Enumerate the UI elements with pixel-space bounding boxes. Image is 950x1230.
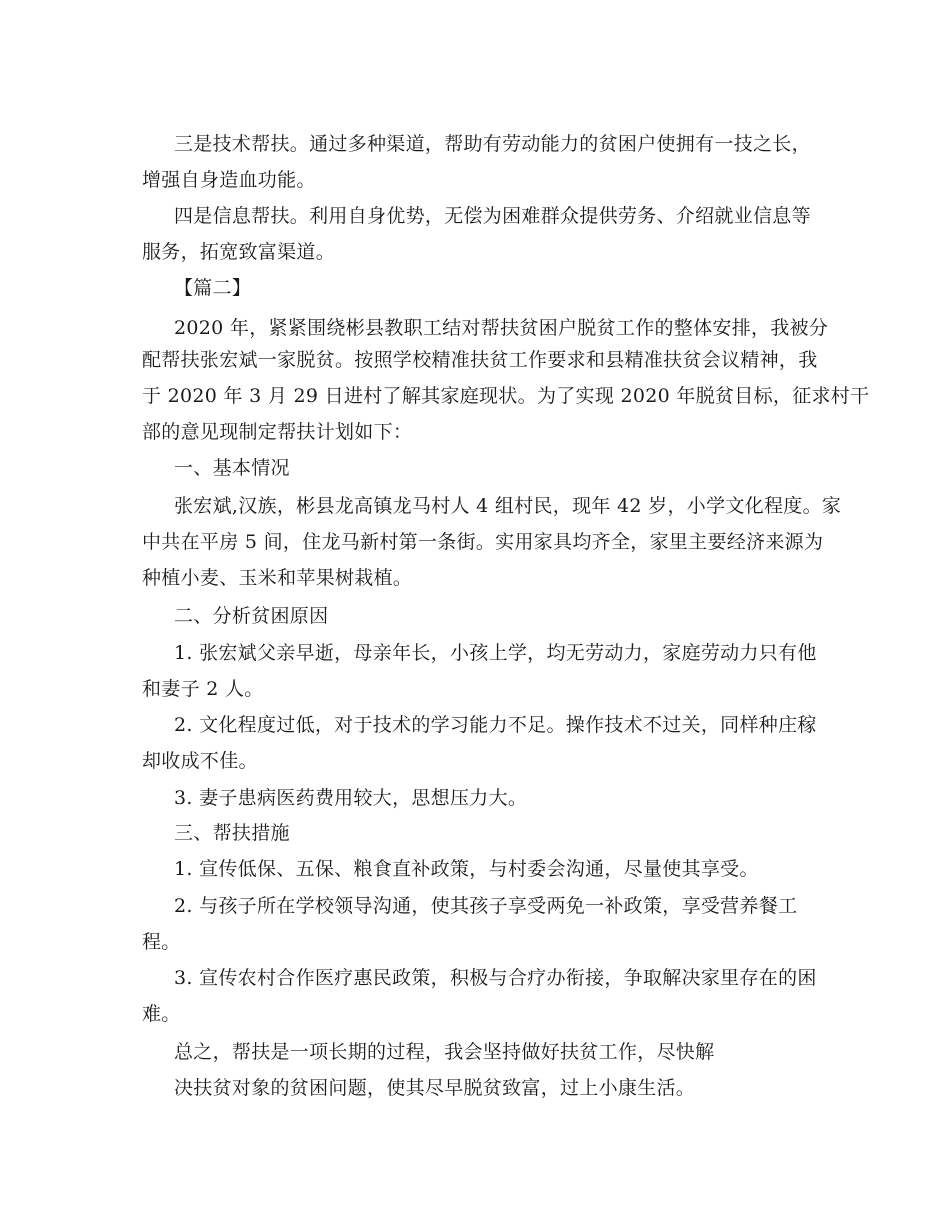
paragraph-line: 三是技术帮扶。通过多种渠道，帮助有劳动能力的贫困户使拥有一技之长，: [174, 133, 811, 155]
paragraph-line: 部的意见现制定帮扶计划如下：: [142, 421, 413, 443]
list-item-line: 3. 妻子患病医药费用较大，思想压力大。: [174, 787, 528, 809]
list-item-line: 3. 宣传农村合作医疗惠民政策，积极与合疗办衔接，争取解决家里存在的困: [174, 967, 817, 989]
paragraph-line: 2020 年，紧紧围绕彬县教职工结对帮扶贫困户脱贫工作的整体安排，我被分: [174, 317, 829, 339]
paragraph-line: 配帮扶张宏斌一家脱贫。按照学校精准扶贫工作要求和县精准扶贫会议精神，我: [142, 349, 818, 371]
paragraph-line: 增强自身造血功能。: [142, 169, 316, 191]
paragraph-line: 四是信息帮扶。利用自身优势，无偿为困难群众提供劳务、介绍就业信息等: [174, 205, 811, 227]
paragraph-line: 总之，帮扶是一项长期的过程，我会坚持做好扶贫工作，尽快解: [174, 1041, 715, 1063]
list-item-line: 2. 文化程度过低，对于技术的学习能力不足。操作技术不过关，同样种庄稼: [174, 714, 817, 736]
subheading: 三、帮扶措施: [174, 822, 290, 844]
subheading: 二、分析贫困原因: [174, 605, 329, 627]
list-item-line: 却收成不佳。: [142, 750, 258, 772]
paragraph-line: 种植小麦、玉米和苹果树栽植。: [142, 567, 413, 589]
paragraph-line: 于 2020 年 3 月 29 日进村了解其家庭现状。为了实现 2020 年脱贫目标，征求村干: [142, 385, 870, 407]
list-item-line: 和妻子 2 人。: [142, 678, 264, 700]
subheading: 一、基本情况: [174, 457, 290, 479]
paragraph-line: 服务，拓宽致富渠道。: [142, 241, 336, 263]
list-item-line: 难。: [142, 1003, 181, 1025]
list-item-line: 1. 宣传低保、五保、粮食直补政策，与村委会沟通，尽量使其享受。: [174, 858, 759, 880]
paragraph-line: 张宏斌,汉族，彬县龙高镇龙马村人 4 组村民，现年 42 岁，小学文化程度。家: [174, 495, 842, 517]
paragraph-line: 中共在平房 5 间，住龙马新村第一条街。实用家具均齐全，家里主要经济来源为: [142, 531, 824, 553]
section-heading: 【篇二】: [174, 277, 252, 299]
list-item-line: 2. 与孩子所在学校领导沟通，使其孩子享受两免一补政策，享受营养餐工: [174, 895, 798, 917]
list-item-line: 1. 张宏斌父亲早逝，母亲年长，小孩上学，均无劳动力，家庭劳动力只有他: [174, 642, 817, 664]
paragraph-line: 决扶贫对象的贫困问题，使其尽早脱贫致富，过上小康生活。: [174, 1077, 696, 1099]
list-item-line: 程。: [142, 931, 181, 953]
